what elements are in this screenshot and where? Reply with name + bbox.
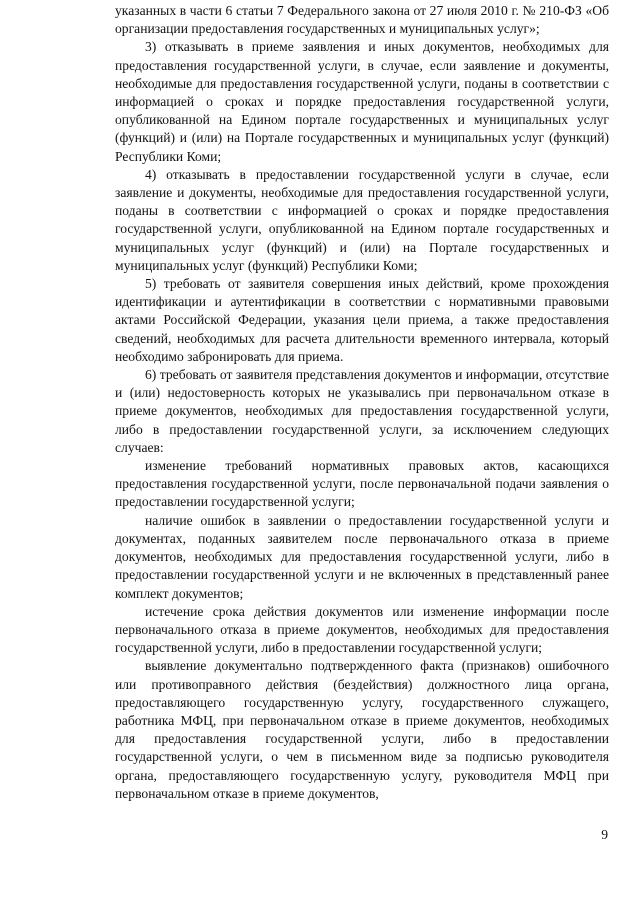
page-number: 9 [601, 827, 608, 842]
paragraph-exception-4: выявление документально подтвержденного факта (признаков) ошибочного или противоправного действия (бездействия) должностного лица органа, предоставляющего государственную услугу, государственного служащего, работника МФЦ, при первоначальном отказе в приеме документов, необходимых для предоставления государственной услуги, либо в предоставлении государственной услуги, о чем в письменном виде за подписью руководителя органа, предоставляющего государственную услугу, руководителя МФЦ при первоначальном отказе в приеме документов, [115, 658, 609, 801]
paragraph-item-3: 3) отказывать в приеме заявления и иных документов, необходимых для предоставления государственной услуги, в случае, если заявление и документы, необходимые для предоставления государственной услуги, поданы в соответствии с информацией о сроках и порядке предоставления государственной услуги, опубликованной на Едином портале государственных и муниципальных услуг (функций) и (или) на Портале государственных и муниципальных услуг (функций) Республики Коми; [115, 39, 609, 164]
paragraph-item-6: 6) требовать от заявителя представления документов и информации, отсутствие и (или) недостоверность которых не указывались при первоначальном отказе в приеме документов, необходимых для предоставления государственной услуги, либо в предоставлении государственной услуги, за исключением следующих случаев: [115, 367, 609, 455]
document-body [115, 2, 609, 803]
paragraph-continuation: указанных в части 6 статьи 7 Федерального закона от 27 июля 2010 г. № 210-ФЗ «Об организации предоставления государственных и муниципальных услуг»; [115, 3, 609, 37]
paragraph-exception-2: наличие ошибок в заявлении о предоставлении государственной услуги и документах, поданных заявителем после первоначального отказа в приеме документов, необходимых для предоставления государственной услуги, либо в предоставлении государственной услуги и не включенных в представленный ранее комплект документов; [115, 512, 609, 601]
paragraph-exception-3: истечение срока действия документов или изменение информации после первоначального отказа в приеме документов, необходимых для предоставления государственной услуги, либо в предоставлении государственной услуги; [115, 603, 609, 656]
paragraph-item-4: 4) отказывать в предоставлении государственной услуги в случае, если заявление и документы, необходимые для предоставления государственной услуги, поданы в соответствии с информацией о сроках и порядке предоставления государственной услуги, опубликованной на Едином портале государственных и муниципальных услуг (функций) и (или) на Портале государственных и муниципальных услуг (функций) Республики Коми; [115, 166, 609, 273]
paragraph-exception-1: изменение требований нормативных правовых актов, касающихся предоставления государственной услуги, после первоначальной подачи заявления о предоставлении государственной услуги; [115, 458, 609, 510]
paragraph-item-5: 5) требовать от заявителя совершения иных действий, кроме прохождения идентификации и аутентификации в соответствии с нормативными правовыми актами Российской Федерации, указания цели приема, а также предоставления сведений, необходимых для расчета длительности временного интервала, который необходимо забронировать для приема. [115, 276, 609, 364]
